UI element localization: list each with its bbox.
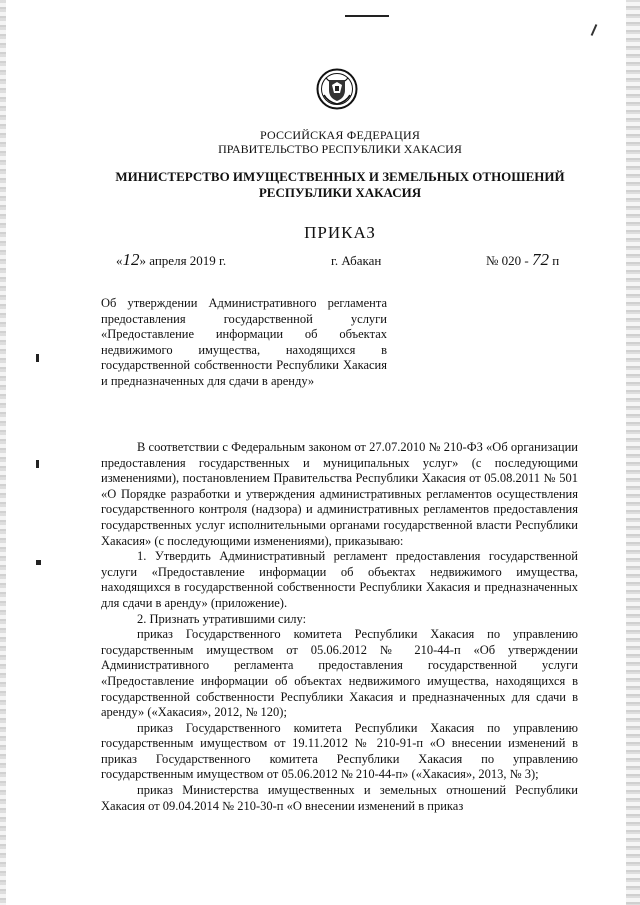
order-body xyxy=(101,440,578,814)
clause-2-paragraph: 2. Признать утратившими силу: xyxy=(137,611,307,626)
pen-mark xyxy=(591,24,598,36)
preamble-paragraph: В соответствии с Федеральным законом от 27.07.2010 № 210-ФЗ «Об организации предоставления государственных и муниципальных услуг» (с последующими изменениями), постановлением Правительства Республики Хакасия от 05.08.2011 № 501 «О Порядке разработки и утверждения административных регламентов осуществления государственного контроля (надзора) и административных регламентов предоставления государственных услуг исполнительными органами государственной власти Республики Хакасия» (с последующими изменениями), приказываю: xyxy=(101,440,578,548)
repealed-order-paragraph: приказ Государственного комитета Республики Хакасия по управлению государственным имуществом от 05.06.2012 № 210-44-п «Об утверждении Административного регламента предоставления государственной услуги «Предоставление информации об объектах недвижимого имущества, находящихся в государственной собственности Республики Хакасия и предназначенных для сдачи в аренду» («Хакасия», 2012, № 120); xyxy=(101,627,578,720)
country-heading: РОССИЙСКАЯ ФЕДЕРАЦИЯ xyxy=(259,128,421,142)
number-suffix: п xyxy=(552,253,560,268)
margin-mark xyxy=(36,460,39,468)
order-subject: Об утверждении Административного регламента предоставления государственной услуги «Предоставление информации об объектах недвижимого имущества, находящихся в государственной собственности Республики Хакасия и предназначенных для сдачи в аренду» xyxy=(101,296,387,388)
repealed-order-paragraph: приказ Министерства имущественных и земельных отношений Республики Хакасия от 09.04.2014 № 210-30-п «О внесении изменений в приказ xyxy=(101,783,578,813)
margin-mark xyxy=(36,354,39,362)
coat-of-arms-emblem xyxy=(316,68,358,110)
ministry-name-line1: МИНИСТЕРСТВО ИМУЩЕСТВЕННЫХ И ЗЕМЕЛЬНЫХ ОТНОШЕНИЙ xyxy=(115,169,565,184)
order-date xyxy=(116,250,227,269)
order-city: г. Абакан xyxy=(331,253,382,268)
top-rule xyxy=(345,15,389,17)
government-heading: ПРАВИТЕЛЬСТВО РЕСПУБЛИКИ ХАКАСИЯ xyxy=(218,142,462,156)
date-quote-open: « xyxy=(116,253,123,268)
date-rest: » апреля 2019 г. xyxy=(139,253,227,268)
ministry-name-line2: РЕСПУБЛИКИ ХАКАСИЯ xyxy=(258,185,422,200)
order-number xyxy=(486,250,560,269)
handwritten-day: 12 xyxy=(122,250,140,269)
document-type-title: ПРИКАЗ xyxy=(304,223,376,242)
repealed-order-paragraph: приказ Государственного комитета Республики Хакасия по управлению государственным имуществом от 19.11.2012 № 210-91-п «О внесении изменений в приказ Государственного комитета Республики Хакасия по управлению государственным имуществом от 05.06.2012 № 210-44-п» («Хакасия», 2013, № 3); xyxy=(101,720,578,782)
margin-mark xyxy=(36,560,41,565)
clause-1-paragraph: 1. Утвердить Административный регламент предоставления государственной услуги «Предоставление информации об объектах недвижимого имущества, находящихся в государственной собственности Республики Хакасия и предназначенных для сдачи в аренду» (приложение). xyxy=(101,549,578,610)
ministry-name xyxy=(0,169,640,201)
number-prefix: № 020 - xyxy=(486,253,529,268)
handwritten-number: 72 xyxy=(531,250,549,269)
